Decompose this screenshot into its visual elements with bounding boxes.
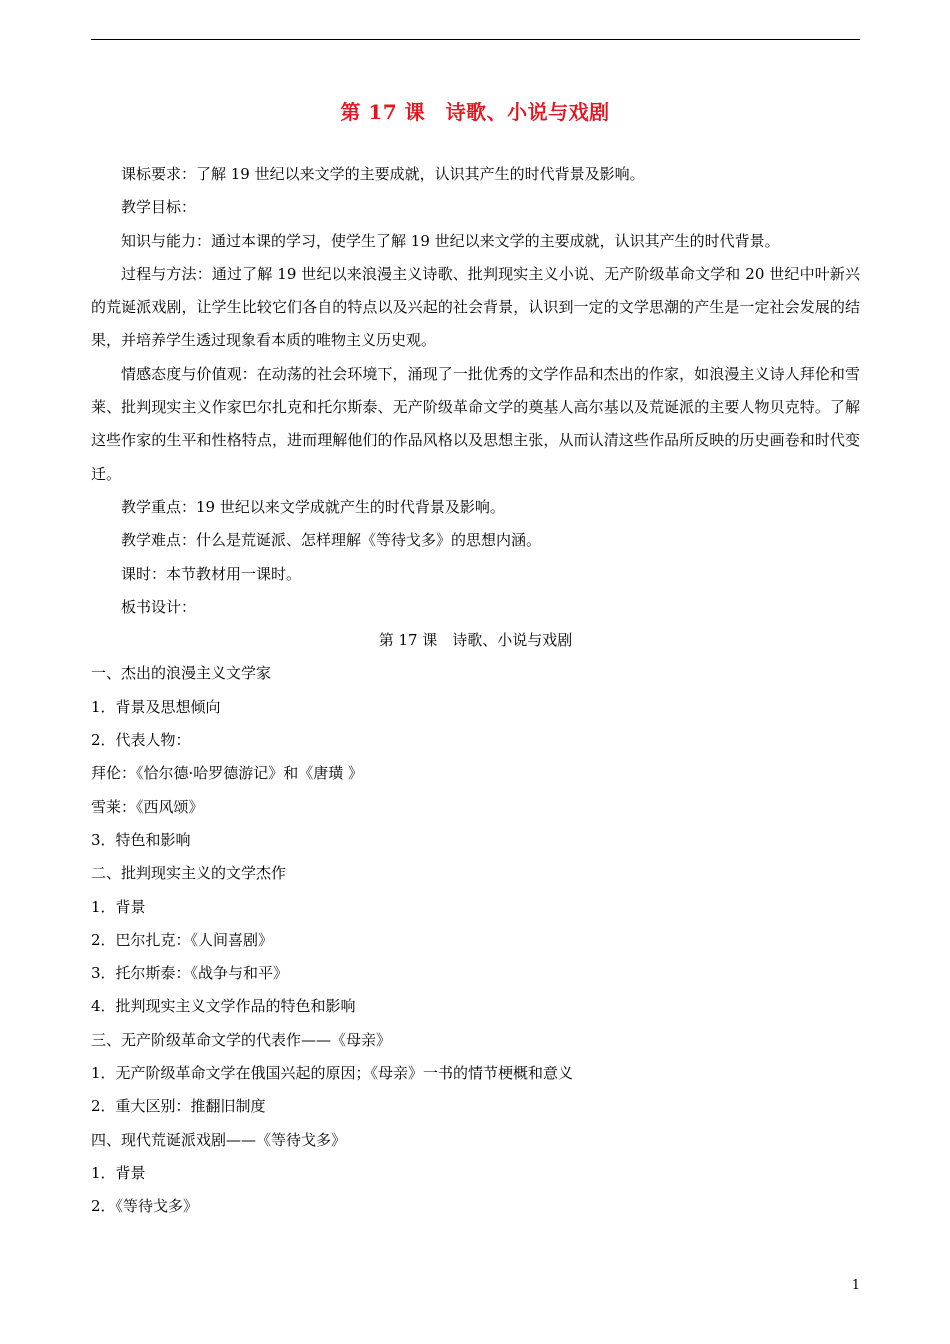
goal-knowledge-ability: 知识与能力：通过本课的学习，使学生了解 19 世纪以来文学的主要成就，认识其产生的时代背景。 xyxy=(121,231,780,250)
header-rule xyxy=(91,39,860,40)
outline-item: 1．背景 xyxy=(91,1163,146,1182)
curriculum-requirement: 课标要求：了解 19 世纪以来文学的主要成就，认识其产生的时代背景及影响。 xyxy=(121,165,645,183)
outline-item: 2．《等待戈多》 xyxy=(91,1197,199,1216)
class-hours: 课时：本节教材用一课时。 xyxy=(121,564,302,583)
goal-process-method: 过程与方法：通过了解 19 世纪以来浪漫主义诗歌、批判现实主义小说、无产阶级革命文学和 20 世纪中叶新兴的荒诞派戏剧，让学生比较它们各自的特点以及兴起的社会背景，认识到一定的文学思潮的产生是一定社会发展的结果，并培养学生透过现象看本质的唯物主义历史观。 xyxy=(91,264,860,350)
teaching-difficulties: 教学难点：什么是荒诞派、怎样理解《等待戈多》的思想内涵。 xyxy=(121,531,542,550)
outline-item: 1．无产阶级革命文学在俄国兴起的原因；《母亲》一书的情节梗概和意义 xyxy=(91,1064,574,1083)
outline-section: 二、批判现实主义的文学杰作 xyxy=(91,864,287,883)
teaching-key-points: 教学重点：19 世纪以来文学成就产生的时代背景及影响。 xyxy=(121,497,505,516)
outline-item: 2．重大区别：推翻旧制度 xyxy=(91,1097,266,1116)
page-number: 1 xyxy=(851,1278,860,1293)
outline-item: 3．特色和影响 xyxy=(91,830,191,849)
teaching-goals-heading: 教学目标： xyxy=(121,198,197,217)
outline-section: 三、无产阶级革命文学的代表作——《母亲》 xyxy=(91,1030,392,1049)
outline-section: 一、杰出的浪漫主义文学家 xyxy=(91,664,272,683)
outline-item: 1．背景及思想倾向 xyxy=(91,697,221,716)
outline-item: 雪莱：《西风颂》 xyxy=(91,797,204,816)
goal-emotion-values: 情感态度与价值观：在动荡的社会环境下，涌现了一批优秀的文学作品和杰出的作家，如浪漫主义诗人拜伦和雪莱、批判现实主义作家巴尔扎克和托尔斯泰、无产阶级革命文学的奠基人高尔基以及荒诞派的主要人物贝克特。了解这些作家的生平和性格特点，进而理解他们的作品风格以及思想主张，从而认清这些作品所反映的历史画卷和时代变迁。 xyxy=(91,364,860,483)
outline-item: 2．代表人物： xyxy=(91,731,191,750)
document-body xyxy=(91,158,860,1224)
outline-item: 4．批判现实主义文学作品的特色和影响 xyxy=(91,997,356,1016)
outline-section: 四、现代荒诞派戏剧——《等待戈多》 xyxy=(91,1130,347,1149)
outline-item: 3．托尔斯泰：《战争与和平》 xyxy=(91,964,289,983)
board-title: 第 17 课 诗歌、小说与戏剧 xyxy=(378,631,573,650)
outline-item: 拜伦：《恰尔德·哈罗德游记》和《唐璜 》 xyxy=(91,764,364,783)
page-title: 第 17 课 诗歌、小说与戏剧 xyxy=(340,100,610,124)
board-design-heading: 板书设计： xyxy=(121,597,197,616)
outline-item: 2．巴尔扎克：《人间喜剧》 xyxy=(91,930,274,949)
outline-item: 1．背景 xyxy=(91,897,146,916)
